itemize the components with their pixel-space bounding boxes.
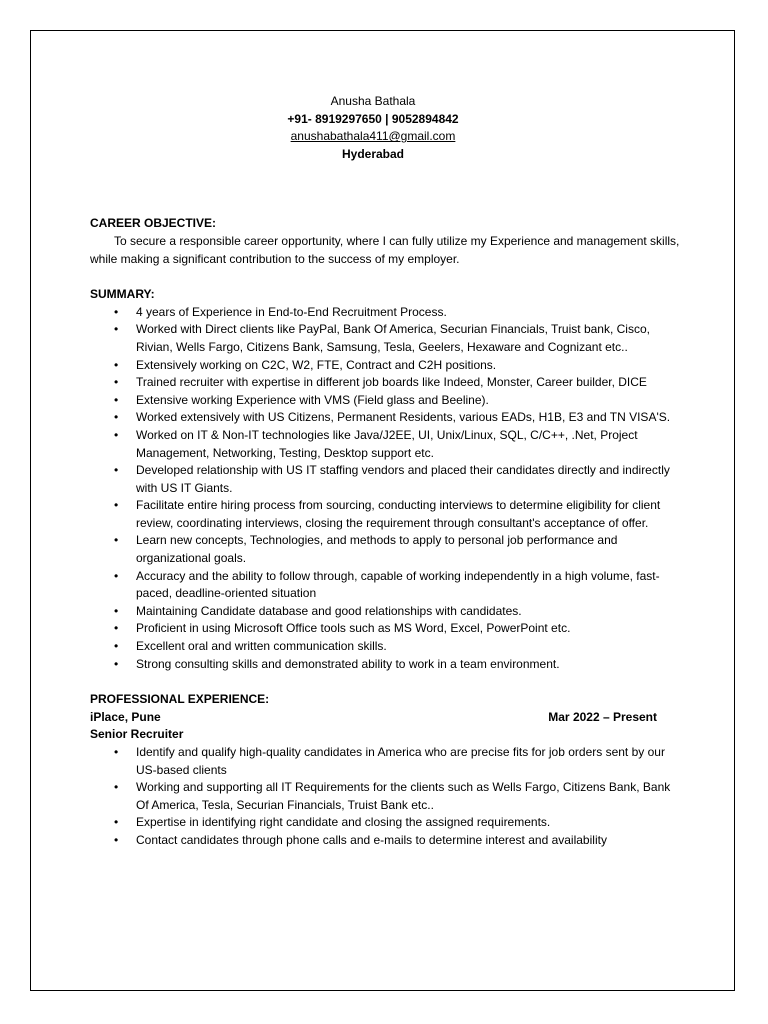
bullet-icon: •	[114, 392, 119, 407]
email-link[interactable]: anushabathala411@gmail.com	[290, 129, 456, 144]
bullet-icon: •	[114, 533, 119, 548]
list-item: • Excellent oral and written communication skills.	[90, 638, 680, 656]
bullet-icon: •	[114, 603, 119, 618]
bullet-icon: •	[114, 832, 119, 847]
city: Hyderabad	[341, 146, 405, 161]
list-item: • Contact candidates through phone calls and e-mails to determine interest and availability	[90, 832, 680, 850]
bullet-icon: •	[114, 745, 119, 759]
list-item: • Extensively working on C2C, W2, FTE, Contract and C2H positions.	[90, 357, 680, 375]
bullet-icon: •	[114, 322, 119, 337]
resume-body	[90, 93, 680, 850]
bullet-icon: •	[114, 498, 119, 513]
bullet-icon: •	[114, 427, 119, 442]
bullet-icon: •	[114, 304, 119, 319]
summary-title: SUMMARY:	[90, 287, 155, 302]
bullet-icon: •	[114, 815, 119, 830]
resume-header	[90, 93, 656, 163]
list-item: • Worked extensively with US Citizens, Permanent Residents, various EADs, H1B, E3 and TN VISA'S.	[90, 409, 680, 427]
bullet-icon: •	[114, 568, 119, 583]
bullet-icon: •	[114, 621, 119, 636]
job-role: Senior Recruiter	[90, 727, 184, 742]
company-name: iPlace, Pune	[90, 709, 161, 724]
job-dates: Mar 2022 – Present	[548, 709, 657, 724]
bullet-icon: •	[114, 656, 119, 671]
list-item: • Strong consulting skills and demonstrated ability to work in a team environment.	[90, 656, 680, 674]
job-header	[90, 709, 657, 727]
list-item: • Identify and qualify high-quality candidates in America who are precise fits for job orders sent by our US-based clients	[114, 745, 665, 777]
list-item: • Accuracy and the ability to follow through, capable of working independently in a high volume, fast-paced, deadline-oriented situation	[114, 568, 660, 601]
list-item: • Working and supporting all IT Requirements for the clients such as Wells Fargo, Citizens Bank, Bank Of America, Tesla, Securian Financials, Truist Bank etc..	[114, 780, 671, 812]
bullet-icon: •	[114, 357, 119, 372]
list-item: • Trained recruiter with expertise in different job boards like Indeed, Monster, Career builder, DICE	[90, 374, 680, 392]
list-item: • Extensive working Experience with VMS (Field glass and Beeline).	[90, 392, 680, 410]
experience-list	[90, 744, 680, 850]
bullet-icon: •	[114, 463, 119, 478]
phone-numbers: +91- 8919297650 | 9052894842	[287, 111, 459, 126]
bullet-icon: •	[114, 375, 119, 390]
list-item: • Developed relationship with US IT staffing vendors and placed their candidates directly and indirectly with US IT Giants.	[114, 463, 670, 495]
list-item: • Worked on IT & Non-IT technologies like Java/J2EE, UI, Unix/Linux, SQL, C/C++, .Net, Project Management, Networking, Testing, Desktop support etc.	[114, 427, 638, 460]
list-item: • Facilitate entire hiring process from sourcing, conducting interviews to determine eligibility for client review, coordinating interviews, closing the requirement through consultant's acceptance of offer.	[114, 498, 661, 530]
list-item: • Learn new concepts, Technologies, and methods to apply to personal job performance and organizational goals.	[114, 533, 618, 566]
list-item: • Expertise in identifying right candidate and closing the assigned requirements.	[90, 814, 680, 832]
candidate-name: Anusha Bathala	[330, 94, 416, 108]
list-item: • Worked with Direct clients like PayPal, Bank Of America, Securian Financials, Truist bank, Cisco, Rivian, Wells Fargo, Citizens Bank, Samsung, Tesla, Geelers, Hexaware and Cognizant etc..	[114, 322, 650, 354]
bullet-icon: •	[114, 780, 119, 795]
list-item: • Proficient in using Microsoft Office tools such as MS Word, Excel, PowerPoint etc.	[90, 620, 680, 638]
career-objective-title: CAREER OBJECTIVE:	[90, 216, 217, 231]
list-item: • Maintaining Candidate database and good relationships with candidates.	[90, 603, 680, 621]
summary-list	[90, 304, 680, 673]
career-objective-text: To secure a responsible career opportunity, where I can fully utilize my Experience and management skills, while making a significant contribution to the success of my employer.	[90, 233, 680, 266]
experience-title: PROFESSIONAL EXPERIENCE:	[90, 692, 270, 707]
bullet-icon: •	[114, 410, 119, 425]
list-item: • 4 years of Experience in End-to-End Recruitment Process.	[90, 304, 680, 322]
bullet-icon: •	[114, 639, 119, 654]
